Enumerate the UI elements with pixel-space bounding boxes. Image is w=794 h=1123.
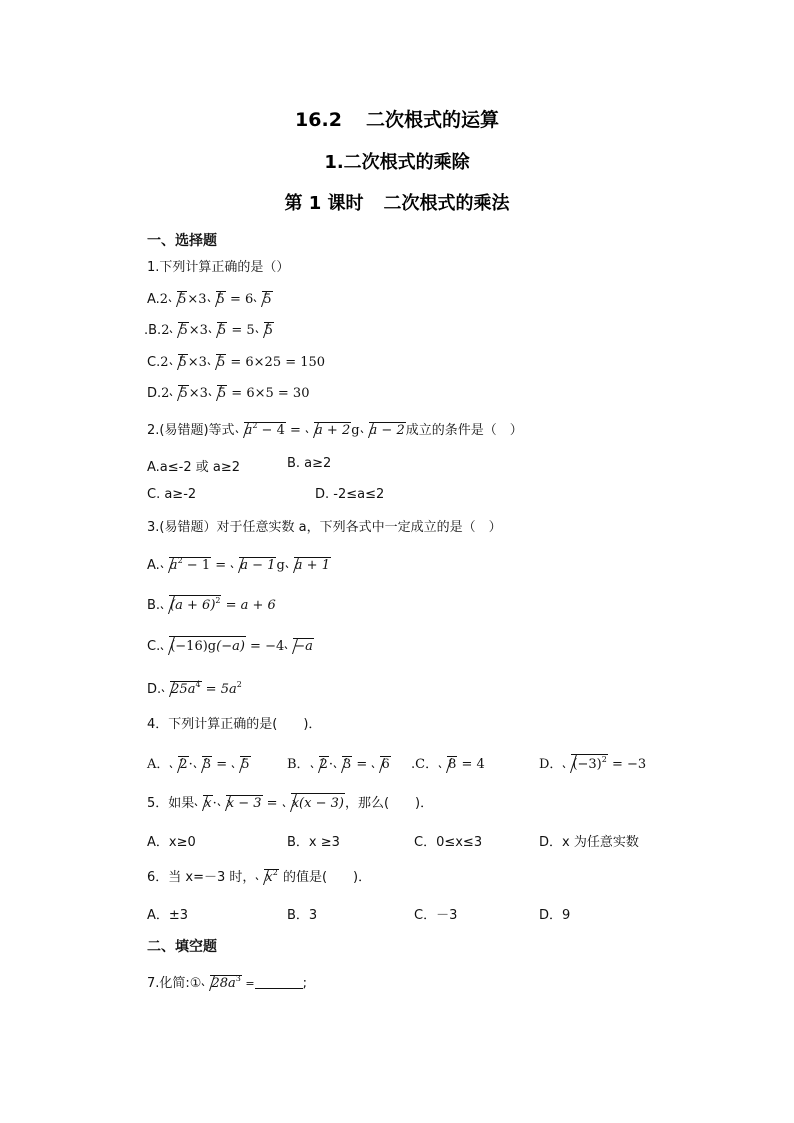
q5-option-a: A．x≥0 (147, 835, 196, 850)
q2-option-a: A.a≤-2 或 a≥2 (147, 460, 241, 475)
q4-a-dot: · (188, 757, 193, 772)
page-subtitle: 1.二次根式的乘除 (324, 152, 470, 173)
q4-d-rad: (−3) (572, 757, 602, 772)
q1-b-rad1: 5 (179, 323, 188, 338)
q2-option-b: B. a≥2 (287, 456, 332, 471)
q1-d-rad2: 5 (217, 386, 227, 401)
q3-option-d: D. $25a^4 = 5a^2$ (147, 680, 242, 700)
sqrt-icon: $(a + 6)^2$ (161, 595, 221, 616)
sqrt-icon (169, 290, 187, 310)
q7-stem-pre: 7.化简:① (147, 976, 202, 991)
q5-option-d: D．x 为任意实数 (539, 835, 639, 850)
q1-b-rad2: 5 (217, 323, 227, 338)
q1-c-label: C. (147, 355, 161, 370)
q2-option-c: C. a≥-2 (147, 487, 197, 502)
q7-eq: = (241, 977, 255, 990)
q6-option-a: A．±3 (147, 908, 189, 923)
q3-option-a: A. $a^2 - 1 = a - 1g$ a + 1 (147, 556, 331, 576)
q3-b-rad: (a + 6) (170, 598, 216, 613)
q3-stem: 3.(易错题）对于任意实数 a，下列各式中一定成立的是（ ） (147, 520, 502, 535)
q3-c-rhs-rad: −a (294, 639, 313, 654)
q5-rx: x (204, 796, 212, 811)
q5-rprod: x(x − 3) (291, 793, 345, 813)
q3-option-c (147, 636, 314, 657)
q7-stem (147, 974, 307, 994)
q1-option-d (147, 384, 309, 404)
q4-b-dot: · (328, 757, 333, 772)
sqrt-icon (311, 756, 329, 772)
sqrt-icon: $(-3)^2$ (563, 754, 607, 774)
sqrt-icon: $x^2$ (256, 868, 278, 888)
q3-c-rad2: (−a) (216, 639, 245, 654)
q2-rad3: a − 2 (369, 423, 405, 438)
q3-d-label: D. (147, 682, 162, 697)
sqrt-icon (195, 794, 212, 814)
sqrt-icon (286, 556, 331, 576)
q6-stem-post: 的值是( )． (278, 870, 372, 885)
q5-option-c: C．0≤x≤3 (414, 835, 483, 850)
q1-c-rhs: = 6×25 = 150 (226, 355, 326, 370)
section-choice-heading: 一、选择题 (147, 233, 217, 249)
q3-d-rhs: = 5a (201, 682, 237, 697)
q4-d-rhs: = −3 (607, 757, 647, 772)
sqrt-icon: $28a^3$ (202, 974, 241, 994)
lesson-title (0, 189, 794, 215)
q4-a-r2: 2 (179, 757, 188, 772)
q1-option-c (147, 353, 325, 373)
q4-b-rhs: = (352, 757, 372, 772)
q1-d-mul: ×3 (188, 386, 208, 401)
q1-stem: 1.下列计算正确的是（） (147, 260, 290, 275)
q1-d-coef: 2 (161, 386, 170, 401)
q3-a-rhs1: a − 1 (240, 558, 276, 573)
sqrt-icon (209, 321, 227, 341)
sqrt-icon (218, 794, 263, 814)
sqrt-icon (306, 421, 351, 441)
q5-stem-pre: 5．如果 (147, 796, 195, 811)
q1-b-coef: 2 (161, 323, 170, 338)
q3-c-rhs: = −4 (245, 639, 285, 654)
q1-d-rhs: = 6×5 = 30 (227, 386, 310, 401)
q4-d-label: D． (539, 757, 563, 772)
sqrt-icon (439, 756, 457, 772)
sqrt-icon (361, 421, 406, 441)
q7-rad: 28a (211, 976, 236, 991)
q6-stem (147, 868, 371, 888)
sqrt-icon (170, 384, 188, 404)
q4-c-label: .C． (411, 757, 439, 772)
q4-c-rad: 8 (448, 757, 457, 772)
q1-option-b (144, 321, 274, 341)
q6-rad: x (265, 870, 273, 885)
lesson-number: 第 1 课时 (284, 193, 364, 214)
q4-b-r6: 6 (381, 757, 390, 772)
q2-rad1-var: a (244, 423, 253, 438)
q6-stem-pre: 6．当 x=－3 时， (147, 870, 256, 885)
q4-b-r2: 2 (319, 757, 328, 772)
q4-option-a (147, 753, 251, 772)
q1-b-rad3: 5 (264, 323, 273, 338)
q1-c-mul: ×3 (187, 355, 207, 370)
q7-end: ; (302, 976, 307, 991)
sqrt-icon: $a^2 - 1$ (161, 556, 211, 576)
sqrt-icon (283, 793, 345, 814)
sqrt-icon (194, 756, 212, 772)
q3-a-var: a (169, 558, 178, 573)
sqrt-icon (170, 321, 188, 341)
q2-eq: = (285, 423, 306, 438)
q1-c-rad1: 5 (178, 355, 187, 370)
q3-a-rhs2: a + 1 (294, 558, 330, 573)
q4-b-r3: 3 (342, 757, 352, 772)
q4-option-d (539, 753, 646, 774)
title-text: 二次根式的运算 (365, 109, 499, 131)
section-fill-heading: 二、填空题 (147, 939, 217, 955)
q1-c-coef: 2 (160, 355, 169, 370)
q3-option-b (147, 595, 276, 616)
sqrt-icon (209, 384, 227, 404)
q1-a-mul: ×3 (187, 292, 207, 307)
sqrt-icon (232, 756, 250, 772)
q3-c-label: C. (147, 639, 161, 654)
q5-dot: · (212, 796, 217, 811)
q7-answer-blank[interactable] (255, 988, 303, 989)
q3-a-tail: − 1 (182, 558, 211, 573)
q4-option-b (287, 753, 391, 772)
q2-dot: g (351, 423, 360, 438)
q1-d-rad1: 5 (179, 386, 188, 401)
q1-b-mul: ×3 (188, 323, 208, 338)
q4-b-label: B． (287, 757, 310, 772)
q2-options-row2 (147, 487, 707, 507)
q2-stem-pre: 2.(易错题)等式 (147, 423, 235, 438)
lesson-text: 二次根式的乘法 (383, 193, 510, 214)
q1-a-rad3: 5 (263, 292, 272, 307)
q2-stem-post: 成立的条件是（ ） (405, 423, 523, 438)
q6-option-c: C．－3 (414, 908, 458, 923)
sqrt-icon (170, 756, 188, 772)
sqrt-icon (161, 636, 246, 657)
q1-a-rad1: 5 (178, 292, 187, 307)
q1-c-rad2: 5 (216, 355, 226, 370)
sqrt-icon (256, 321, 274, 341)
q1-b-label: .B. (144, 323, 162, 338)
q5-eq: = (262, 796, 282, 811)
q1-a-coef: 2 (159, 292, 169, 307)
q3-a-label: A. (147, 558, 160, 573)
q3-c-rad: (−16) (170, 639, 208, 654)
q3-b-label: B. (147, 598, 161, 613)
q4-option-c (411, 753, 485, 772)
sqrt-icon (285, 637, 314, 657)
q4-c-rhs: = 4 (457, 757, 485, 772)
q4-a-label: A． (147, 757, 170, 772)
q3-c-dot: g (207, 639, 217, 654)
q4-stem: 4．下列计算正确的是( )． (147, 717, 322, 732)
q6-option-d: D．9 (539, 908, 571, 923)
q5-options (147, 831, 707, 851)
q6-options (147, 904, 707, 924)
sqrt-icon (208, 290, 226, 310)
sqrt-icon: $25a^4$ (162, 680, 201, 700)
sqrt-icon (372, 756, 390, 772)
q5-stem (147, 793, 433, 814)
q1-b-rhs: = 5 (227, 323, 255, 338)
q5-stem-post: ，那么( )． (344, 796, 434, 811)
q4-options (147, 753, 707, 773)
q5-rx3: x − 3 (226, 796, 262, 811)
q4-a-r3: 3 (202, 757, 212, 772)
q1-a-rad2: 5 (216, 292, 225, 307)
q4-a-r5: 5 (241, 757, 250, 772)
page-title (0, 105, 794, 132)
q2-rad1-tail: − 4 (257, 423, 285, 438)
sqrt-icon (254, 290, 272, 310)
q2-stem (147, 421, 523, 441)
q3-b-rhs: = a + 6 (221, 598, 276, 613)
sqrt-icon (334, 756, 352, 772)
q6-option-b: B．3 (287, 908, 318, 923)
q1-a-rhs: = 6 (225, 292, 254, 307)
sqrt-icon (231, 556, 276, 576)
q3-a-dot: g (276, 558, 285, 573)
title-number: 16.2 (295, 109, 342, 131)
q1-d-label: D. (147, 386, 162, 401)
q2-rad2: a + 2 (315, 423, 351, 438)
q3-d-rad: 25a (171, 682, 196, 697)
sqrt-icon (208, 353, 226, 373)
q2-options-row1 (147, 456, 707, 476)
q1-option-a (147, 290, 273, 310)
sqrt-icon: $a^2 - 4$ (236, 421, 286, 441)
sqrt-icon (170, 353, 188, 373)
q4-a-rhs: = (212, 757, 232, 772)
q1-a-label: A. (147, 292, 160, 307)
q2-option-d: D. -2≤a≤2 (315, 487, 385, 502)
q5-option-b: B．x ≥3 (287, 835, 340, 850)
